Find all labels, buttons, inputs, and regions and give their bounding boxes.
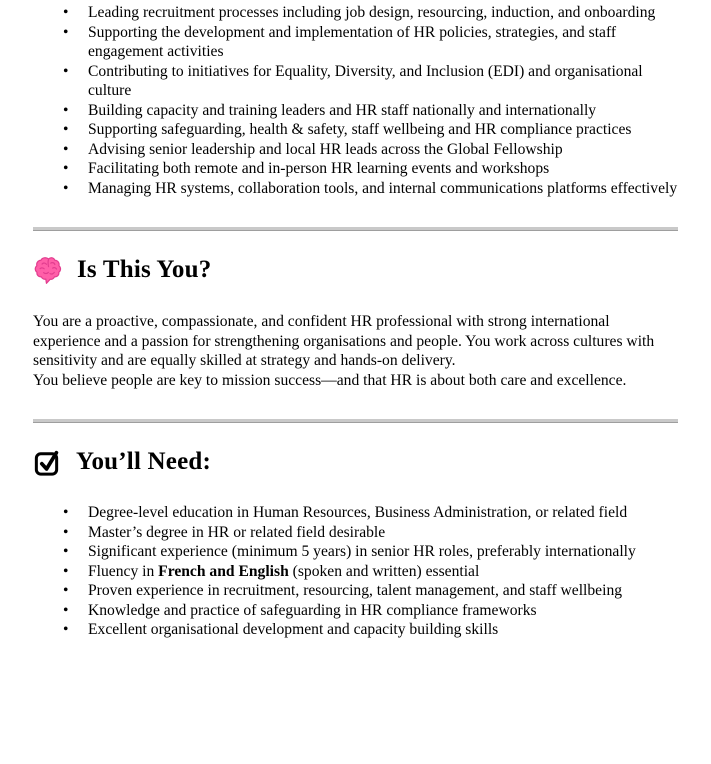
section-heading-youll-need (33, 444, 678, 480)
list-item: • Master’s degree in HR or related field desirable (33, 523, 678, 543)
list-item: • Facilitating both remote and in-person HR learning events and workshops (33, 159, 678, 179)
paragraph-text: You are a proactive, compassionate, and confident HR professional with strong international experience and a passion for strengthening organisations and people. You work across cultures with sensitivity and are equally skilled at strategy and hands-on delivery. (33, 313, 655, 369)
list-item: • Knowledge and practice of safeguarding in HR compliance frameworks (33, 601, 678, 621)
list-item: • Managing HR systems, collaboration tools, and internal communications platforms effectively (33, 179, 678, 199)
ballot-box-check-icon (33, 446, 63, 478)
responsibilities-list (33, 3, 678, 198)
list-item: • Supporting safeguarding, health & safety, staff wellbeing and HR compliance practices (33, 120, 678, 140)
section-divider (33, 419, 678, 423)
paragraph-text: You believe people are key to mission success—and that HR is about both care and excellence. (33, 371, 627, 389)
brain-icon (33, 255, 64, 286)
requirements-list (33, 503, 678, 640)
list-item: • Excellent organisational development and capacity building skills (33, 620, 678, 640)
list-item: • Advising senior leadership and local HR leads across the Global Fellowship (33, 140, 678, 160)
list-item: • Proven experience in recruitment, resourcing, talent management, and staff wellbeing (33, 581, 678, 601)
list-item: • Degree-level education in Human Resources, Business Administration, or related field (33, 503, 678, 523)
intro-paragraph (33, 312, 678, 390)
section-title: You’ll Need: (76, 448, 212, 475)
list-item: • Supporting the development and implementation of HR policies, strategies, and staff engagement activities (33, 23, 678, 62)
list-item: • Building capacity and training leaders and HR staff nationally and internationally (33, 101, 678, 121)
list-item: • Significant experience (minimum 5 years) in senior HR roles, preferably internationally (33, 542, 678, 562)
list-item: • Contributing to initiatives for Equality, Diversity, and Inclusion (EDI) and organisational culture (33, 62, 678, 101)
section-title: Is This You? (77, 256, 212, 283)
list-item: • Fluency in French and English (spoken and written) essential (33, 562, 678, 582)
section-divider (33, 227, 678, 231)
section-heading-is-this-you (33, 252, 678, 288)
list-item: • Leading recruitment processes including job design, resourcing, induction, and onboarding (33, 3, 678, 23)
